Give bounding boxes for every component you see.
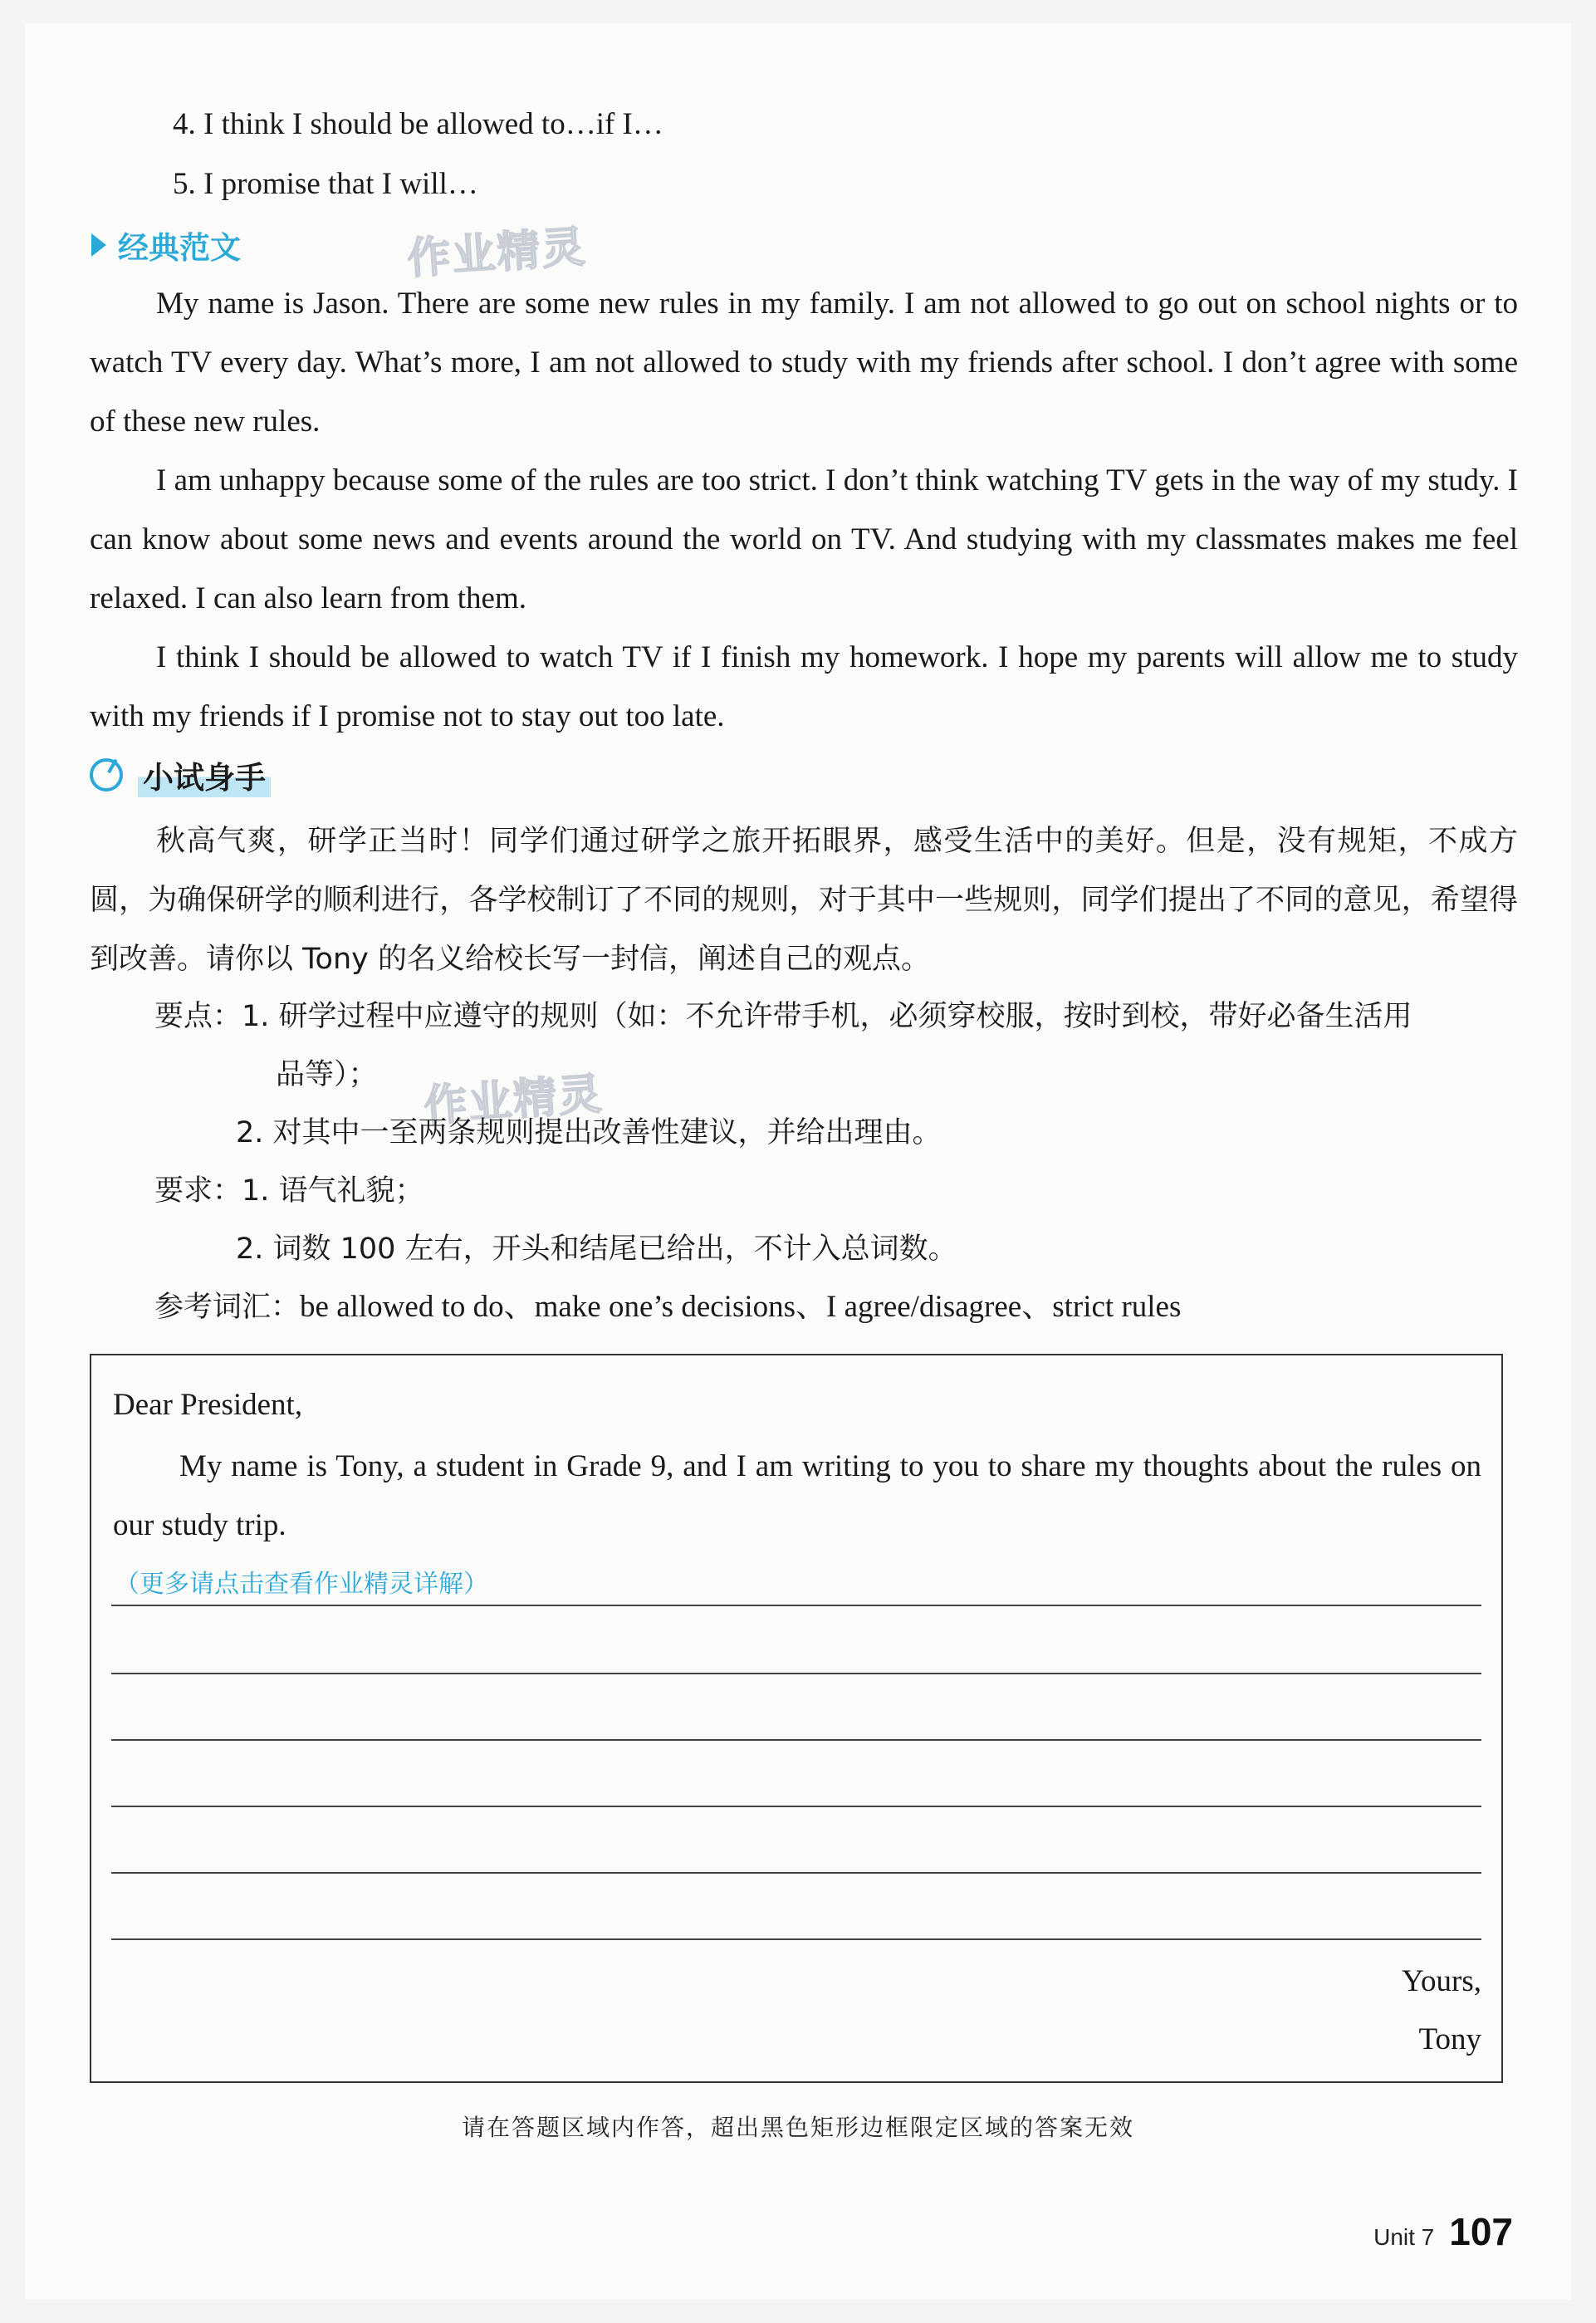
writing-line-1[interactable]: [111, 1605, 1481, 1606]
requirements-line-1: [154, 1173, 424, 1209]
letter-opening: My name is Tony, a student in Grade 9, and I am writing to you to share my thoughts about the rules on our study trip.: [113, 1449, 1481, 1542]
vocab-label: 参考词汇：: [154, 1291, 301, 1324]
letter-closing: Yours,: [1402, 1964, 1481, 1998]
practice-heading: [90, 752, 271, 797]
watermark: 作业精灵: [405, 222, 589, 285]
letter-greeting: Dear President,: [113, 1388, 303, 1422]
essay-paragraph-1: My name is Jason. There are some new rules in my family. I am not allowed to go out on school nights or to watch TV every day. What’s more, I am not allowed to study with my friends after school. I don’t agree with some of these new rules.: [90, 287, 1518, 439]
practice-intro: 秋高气爽，研学正当时！同学们通过研学之旅开拓眼界，感受生活中的美好。但是，没有规矩，不成方圆，为确保研学的顺利进行，各学校制订了不同的规则，对于其中一些规则，同学们提出了不同的意见，希望得到改善。请你以 Tony 的名义给校长写一封信，阐述自己的观点。: [90, 825, 1518, 976]
answer-box[interactable]: [90, 1354, 1503, 2083]
points-line-1: [154, 998, 1412, 1035]
points-label: 要点：: [154, 1000, 242, 1033]
writing-line-4[interactable]: [111, 1806, 1481, 1807]
point-2: 2. 对其中一至两条规则提出改善性建议，并给出理由。: [236, 1116, 942, 1149]
writing-line-5[interactable]: [111, 1872, 1481, 1874]
model-essay-heading: [91, 223, 241, 267]
page-number: [1373, 2209, 1513, 2254]
practice-title: 小试身手: [138, 752, 271, 797]
unit-label: Unit 7: [1373, 2224, 1435, 2250]
requirements-label: 要求：: [154, 1174, 242, 1208]
vocab-line: [154, 1289, 1181, 1326]
writing-line-6[interactable]: [111, 1938, 1481, 1940]
vocab-text: be allowed to do、make one’s decisions、I agree/disagree、strict rules: [300, 1290, 1182, 1324]
letter-signature: Tony: [1418, 2022, 1481, 2056]
pencil-circle-icon: [90, 758, 123, 791]
point-1b: 品等）；: [276, 1058, 378, 1091]
page-number-value: 107: [1449, 2210, 1513, 2253]
writing-line-3[interactable]: [111, 1739, 1481, 1741]
list-item-5: 5. I promise that I will…: [173, 167, 478, 201]
triangle-icon: [91, 233, 106, 257]
footer-note: 请在答题区域内作答，超出黑色矩形边框限定区域的答案无效: [461, 2114, 1134, 2141]
req-2: 2. 词数 100 左右，开头和结尾已给出，不计入总词数。: [236, 1233, 957, 1266]
list-item-4: 4. I think I should be allowed to…if I…: [173, 107, 663, 141]
point-1a: 1. 研学过程中应遵守的规则（如：不允许带手机，必须穿校服，按时到校，带好必备生活用: [242, 1000, 1412, 1033]
req-1: 1. 语气礼貌；: [242, 1174, 424, 1208]
model-essay-title: 经典范文: [118, 230, 241, 266]
watermark-2: 作业精灵: [422, 1069, 605, 1132]
writing-line-2[interactable]: [111, 1673, 1481, 1674]
essay-paragraph-3: I think I should be allowed to watch TV if I finish my homework. I hope my parents will allow me to study with my friends if I promise not to stay out too late.: [90, 640, 1518, 733]
essay-paragraph-2: I am unhappy because some of the rules are too strict. I don’t think watching TV gets in the way of my study. I can know about some news and events around the world on TV. And studying with my classmates makes me feel relaxed. I can also learn from them.: [90, 463, 1518, 615]
detail-hint-link[interactable]: （更多请点击查看作业精灵详解）: [115, 1570, 488, 1599]
